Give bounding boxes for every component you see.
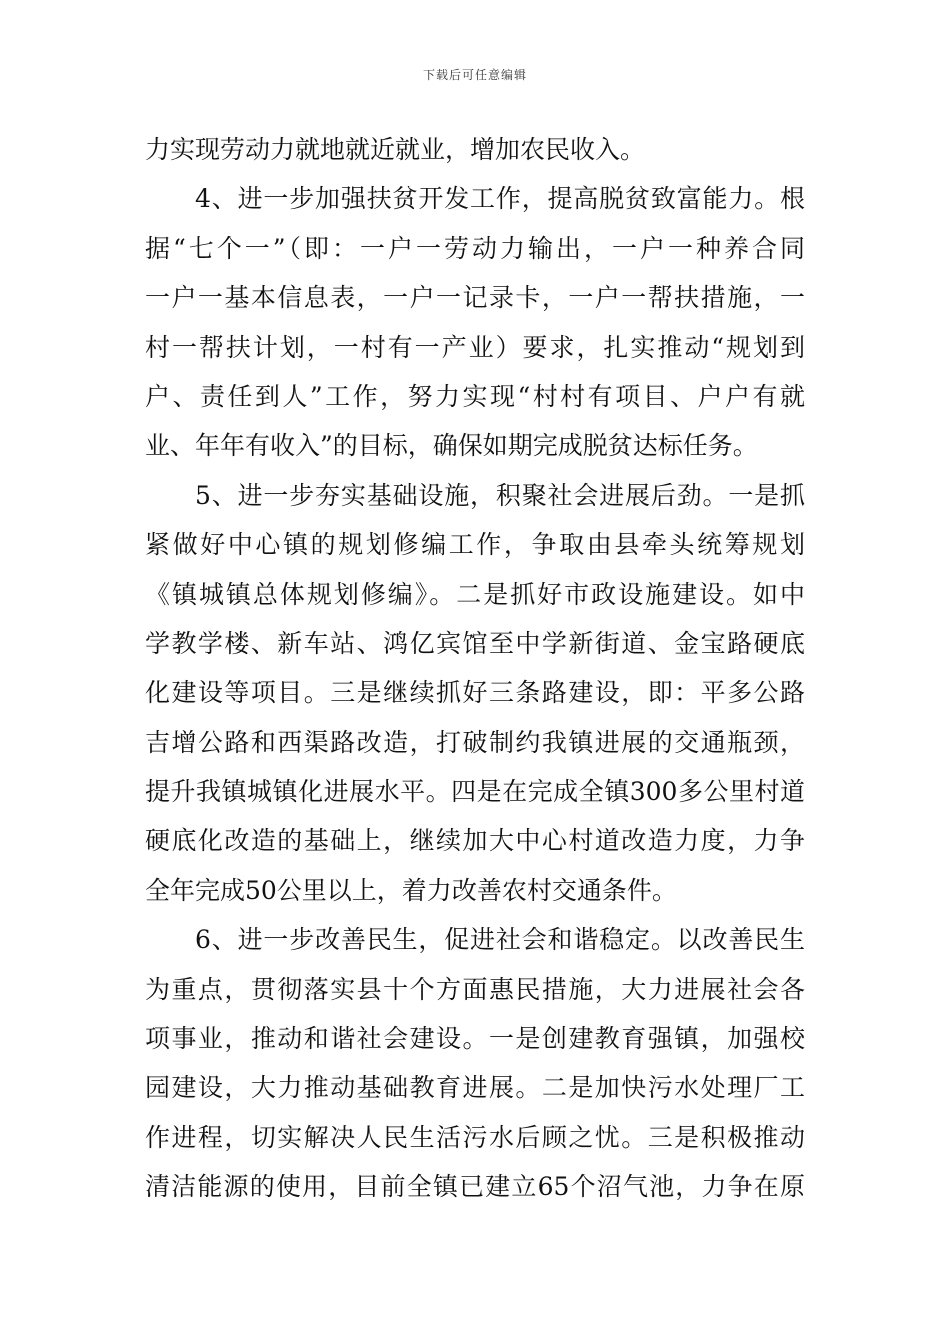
- text-line: 硬底化改造的基础上，继续加大中心村道改造力度，力争: [145, 826, 805, 856]
- text-line: 《镇城镇总体规划修编》。二是抓好市政设施建设。如中: [145, 579, 805, 609]
- text-line: 紧做好中心镇的规划修编工作，争取由县牵头统筹规划: [145, 530, 805, 560]
- text-line: 6、进一步改善民生，促进社会和谐稳定。以改善民生: [195, 925, 805, 955]
- paragraph-item-6: [145, 915, 805, 1211]
- text-line: 为重点，贯彻落实县十个方面惠民措施，大力进展社会各: [145, 974, 805, 1004]
- text-line: 户、责任到人”工作，努力实现“村村有项目、户户有就: [145, 381, 805, 411]
- paragraph-item-5: [145, 471, 805, 916]
- text-line: 全年完成50公里以上，着力改善农村交通条件。: [145, 875, 677, 905]
- text-line: 业、年年有收入”的目标，确保如期完成脱贫达标任务。: [145, 431, 758, 461]
- text-line: 学教学楼、新车站、鸿亿宾馆至中学新街道、金宝路硬底: [145, 628, 805, 658]
- text-line: 据“七个一”（即：一户一劳动力输出，一户一种养合同: [145, 233, 805, 263]
- text-line: 化建设等项目。三是继续抓好三条路建设，即：平多公路: [145, 678, 805, 708]
- text-line: 4、进一步加强扶贫开发工作，提高脱贫致富能力。根: [195, 184, 805, 214]
- text-line: 村一帮扶计划，一村有一产业）要求，扎实推动“规划到: [145, 332, 805, 362]
- text-line: 作进程，切实解决人民生活污水后顾之忧。三是积极推动: [145, 1122, 805, 1152]
- text-line: 一户一基本信息表，一户一记录卡，一户一帮扶措施，一: [145, 283, 805, 313]
- text-line: 吉增公路和西渠路改造，打破制约我镇进展的交通瓶颈，: [145, 727, 805, 757]
- text-line: 项事业，推动和谐社会建设。一是创建教育强镇，加强校: [145, 1024, 805, 1054]
- text-line: 清洁能源的使用，目前全镇已建立65个沼气池，力争在原: [145, 1172, 805, 1202]
- text-line: 园建设，大力推动基础教育进展。二是加快污水处理厂工: [145, 1073, 805, 1103]
- text-line: 提升我镇城镇化进展水平。四是在完成全镇300多公里村道: [145, 777, 805, 807]
- document-body: [145, 125, 805, 1212]
- paragraph-continuation: [145, 125, 805, 174]
- text-line: 5、进一步夯实基础设施，积聚社会进展后劲。一是抓: [195, 480, 805, 510]
- text-line: 力实现劳动力就地就近就业，增加农民收入。: [145, 135, 646, 164]
- paragraph-item-4: [145, 174, 805, 470]
- page-header: 下载后可任意编辑: [422, 68, 527, 82]
